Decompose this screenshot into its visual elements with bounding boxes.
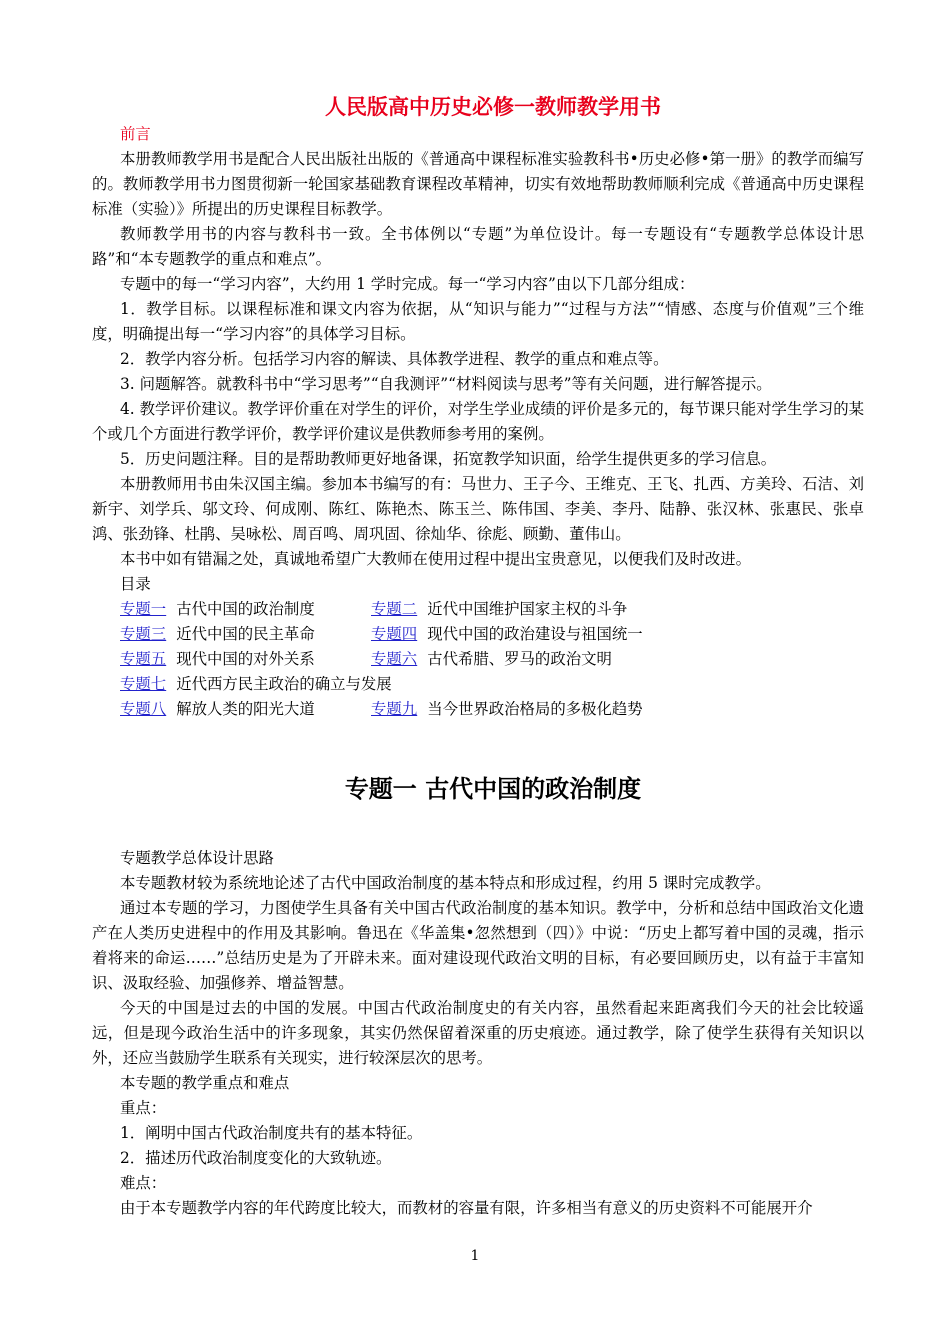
preface-paragraph: 3. 问题解答。就教科书中“学习思考”“自我测评”“材料阅读与思考”等有关问题，进行解答提示。 (120, 375, 772, 393)
toc-entry-title: 现代中国的对外关系 (176, 650, 315, 668)
toc-row (120, 597, 864, 622)
toc-link-topic-7[interactable]: 专题七 (120, 675, 167, 693)
document-title: 人民版高中历史必修一教师教学用书 (325, 94, 661, 119)
section-paragraph: 本专题教材较为系统地论述了古代中国政治制度的基本特点和形成过程，约用 5 课时完成教学。 (120, 874, 771, 892)
toc-entry-title: 古代希腊、罗马的政治文明 (427, 650, 612, 668)
toc-entry (371, 622, 643, 647)
toc-entry-title: 近代中国维护国家主权的斗争 (427, 600, 628, 618)
section-paragraph: 2．描述历代政治制度变化的大致轨迹。 (120, 1149, 392, 1167)
page-number: 1 (470, 1248, 480, 1264)
section-paragraph: 专题教学总体设计思路 (120, 849, 274, 867)
toc-entry (371, 647, 622, 672)
section-paragraph: 本专题的教学重点和难点 (120, 1074, 290, 1092)
document-page (92, 92, 864, 1221)
toc-row (120, 697, 864, 722)
preface-paragraph: 1．教学目标。以课程标准和课文内容为依据，从“知识与能力”“过程与方法”“情感、态度与价值观”三个维度，明确提出每一“学习内容”的具体学习目标。 (92, 300, 864, 343)
section-paragraph: 1．阐明中国古代政治制度共有的基本特征。 (120, 1124, 423, 1142)
toc-link-topic-6[interactable]: 专题六 (371, 650, 418, 668)
toc-link-topic-2[interactable]: 专题二 (371, 600, 418, 618)
toc-entry-title: 解放人类的阳光大道 (176, 700, 315, 718)
preface-paragraph: 专题中的每一“学习内容”，大约用 1 学时完成。每一“学习内容”由以下几部分组成： (120, 275, 695, 293)
toc-entry (120, 697, 371, 722)
section-paragraph: 今天的中国是过去的中国的发展。中国古代政治制度史的有关内容，虽然看起来距离我们今天的社会比较遥远，但是现今政治生活中的许多现象，其实仍然保留着深重的历史痕迹。通过教学，除了使学生获得有关知识以外，还应当鼓励学生联系有关现实，进行较深层次的思考。 (92, 999, 864, 1067)
toc-row (120, 622, 864, 647)
preface-paragraph: 4. 教学评价建议。教学评价重在对学生的评价，对学生学业成绩的评价是多元的，每节课只能对学生学习的某个或几个方面进行教学评价，教学评价建议是供教师参考用的案例。 (92, 400, 864, 443)
toc-entry-title: 古代中国的政治制度 (176, 600, 315, 618)
section-paragraph: 难点： (120, 1174, 167, 1192)
section-paragraph: 由于本专题教学内容的年代跨度比较大，而教材的容量有限，许多相当有意义的历史资料不可能展开介 (120, 1199, 813, 1217)
section-title: 专题一 古代中国的政治制度 (344, 774, 642, 803)
toc-entry (371, 597, 628, 622)
preface-paragraph: 教师教学用书的内容与教科书一致。全书体例以“专题”为单位设计。每一专题设有“专题教学总体设计思路”和“本专题教学的重点和难点”。 (92, 225, 864, 268)
toc-row (120, 672, 864, 697)
section-paragraph: 重点： (120, 1099, 167, 1117)
preface-paragraph: 本书中如有错漏之处，真诚地希望广大教师在使用过程中提出宝贵意见，以便我们及时改进。 (120, 550, 752, 568)
toc-entry-title: 近代西方民主政治的确立与发展 (176, 675, 392, 693)
toc-link-topic-3[interactable]: 专题三 (120, 625, 167, 643)
toc-entry (120, 622, 371, 647)
toc-link-topic-4[interactable]: 专题四 (371, 625, 418, 643)
toc-heading: 目录 (120, 575, 151, 593)
toc-entry (120, 647, 371, 672)
toc-entry-title: 近代中国的民主革命 (176, 625, 315, 643)
toc-link-topic-5[interactable]: 专题五 (120, 650, 167, 668)
preface-paragraph: 本册教师教学用书是配合人民出版社出版的《普通高中课程标准实验教科书•历史必修•第一册》的教学而编写的。教师教学用书力图贯彻新一轮国家基础教育课程改革精神，切实有效地帮助教师顺利完成《普通高中历史课程标准（实验）》所提出的历史课程目标教学。 (92, 150, 864, 218)
toc-entry-title: 当今世界政治格局的多极化趋势 (427, 700, 643, 718)
toc-link-topic-8[interactable]: 专题八 (120, 700, 167, 718)
section-paragraph: 通过本专题的学习，力图使学生具备有关中国古代政治制度的基本知识。教学中，分析和总结中国政治文化遗产在人类历史进程中的作用及其影响。鲁迅在《华盖集•忽然想到（四）》中说：“历史上都写着中国的灵魂，指示着将来的命运……”总结历史是为了开辟未来。面对建设现代政治文明的目标，有必要回顾历史，以有益于丰富知识、汲取经验、加强修养、增益智慧。 (92, 899, 864, 992)
table-of-contents (92, 597, 864, 722)
toc-entry-title: 现代中国的政治建设与祖国统一 (427, 625, 643, 643)
preface-paragraph: 本册教师用书由朱汉国主编。参加本书编写的有：马世力、王子今、王维克、王飞、扎西、方美玲、石洁、刘新宇、刘学兵、邬文玲、何成刚、陈红、陈艳杰、陈玉兰、陈伟国、李美、李丹、陆静、张汉林、张惠民、张卓鸿、张劲锋、杜鹃、吴咏松、周百鸣、周巩固、徐灿华、徐彪、顾勤、董伟山。 (92, 475, 864, 543)
toc-entry (120, 597, 371, 622)
toc-link-topic-9[interactable]: 专题九 (371, 700, 418, 718)
preface-paragraph: 5．历史问题注释。目的是帮助教师更好地备课，拓宽教学知识面，给学生提供更多的学习信息。 (120, 450, 777, 468)
toc-row (120, 647, 864, 672)
toc-link-topic-1[interactable]: 专题一 (120, 600, 167, 618)
toc-entry (371, 697, 643, 722)
toc-entry (120, 672, 620, 697)
preface-heading: 前言 (120, 125, 151, 143)
preface-paragraph: 2．教学内容分析。包括学习内容的解读、具体教学进程、教学的重点和难点等。 (120, 350, 669, 368)
